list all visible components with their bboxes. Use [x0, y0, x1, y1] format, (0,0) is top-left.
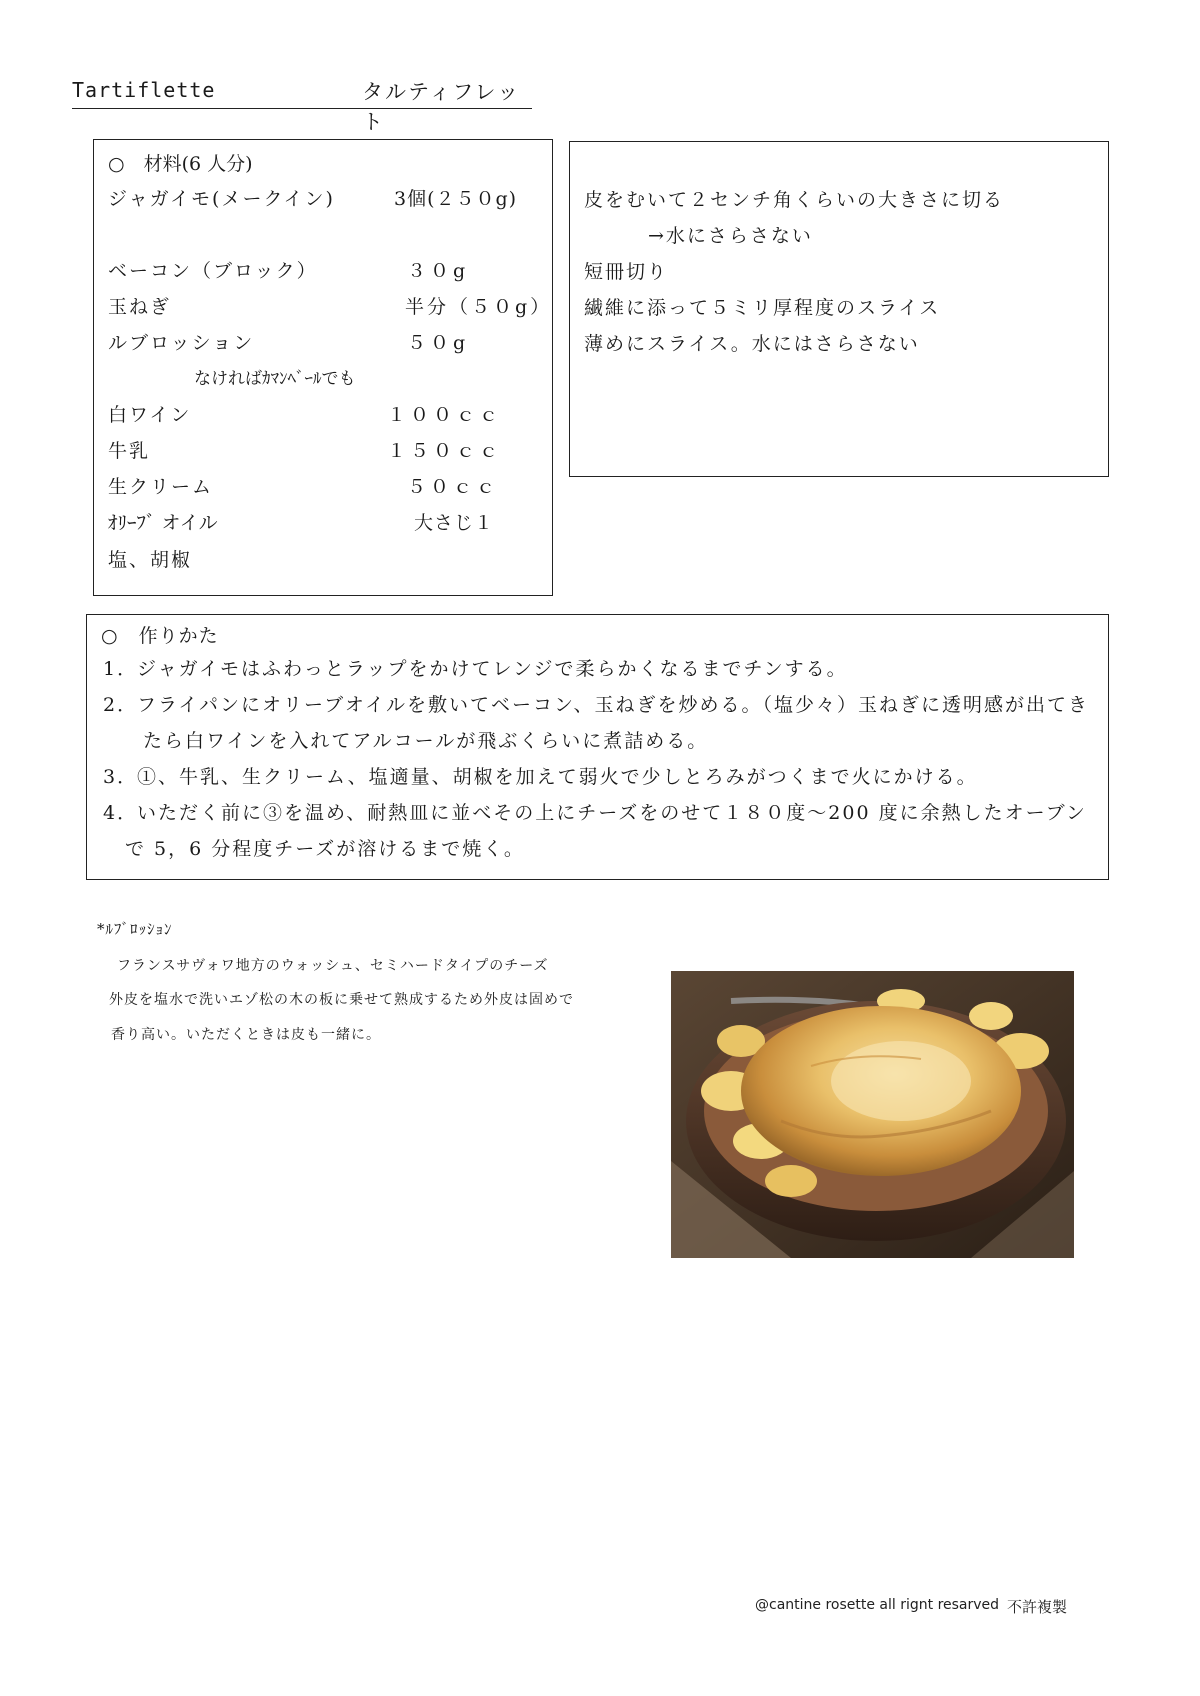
ingredient-name: ｵﾘｰﾌﾞ オイル [108, 512, 218, 534]
method-box [86, 614, 1109, 880]
prep-note: 短冊切り [584, 261, 669, 283]
step-number: 2． [103, 694, 139, 716]
method-step [103, 759, 1093, 795]
step-text-continued: で 5，6 分程度チーズが溶けるまで焼く。 [125, 838, 525, 860]
prep-note: 皮をむいて２センチ角くらいの大きさに切る [584, 189, 1005, 211]
ingredient-name: 生クリーム [108, 476, 214, 498]
prep-note: 繊維に添って５ミリ厚程度のスライス [584, 297, 941, 319]
footer-copyright: @cantine rosette all rignt resarved [755, 1597, 1000, 1613]
prep-note: 薄めにスライス。水にはさらさない [584, 333, 920, 355]
ingredient-name: 塩、胡椒 [108, 549, 193, 571]
step-number: 1． [103, 658, 139, 680]
ingredient-qty: 大さじ１ [414, 512, 495, 534]
step-number: 3． [103, 766, 139, 788]
ingredient-name: 牛乳 [108, 440, 151, 462]
ingredient-name: ルブロッション [108, 332, 255, 354]
cheese-note-line: フランスサヴォワ地方のウォッシュ、セミハードタイプのチーズ [117, 958, 549, 974]
title-japanese: タルティフレット [362, 80, 521, 134]
method-step [103, 651, 1093, 687]
method-heading: ○ 作りかた [101, 625, 219, 647]
cheese-note-title: *ﾙﾌﾞﾛｯｼｮﾝ [97, 920, 173, 938]
tartiflette-photo-illustration [671, 971, 1074, 1258]
step-text-continued: たら白ワインを入れてアルコールが飛ぶくらいに煮詰める。 [143, 730, 709, 752]
ingredient-name: ベーコン（ブロック） [108, 260, 318, 282]
ingredient-qty: 半分（５０g） [405, 296, 553, 318]
ingredient-qty: 3個(２５０g) [394, 188, 518, 210]
step-text: フライパンにオリーブオイルを敷いてベーコン、玉ねぎを炒める。（塩少々）玉ねぎに透明感が出てき [137, 694, 1089, 716]
ingredient-qty: ３０g [407, 260, 470, 282]
footer-rights: 不許複製 [1007, 1598, 1068, 1616]
cheese-note-line: 香り高い。いただくときは皮も一緒に。 [111, 1027, 381, 1043]
method-step [103, 687, 1093, 759]
ingredient-qty: ５０ｃｃ [407, 476, 500, 498]
ingredient-qty: ５０g [407, 332, 470, 354]
ingredient-name: 玉ねぎ [108, 296, 172, 318]
ingredient-name: 白ワイン [108, 404, 192, 426]
step-text: いただく前に③を温め、耐熱皿に並べその上にチーズをのせて１８０度～200 度に余熱したオーブン [137, 802, 1087, 824]
method-step [103, 795, 1093, 867]
cheese-note-line: 外皮を塩水で洗いエゾ松の木の板に乗せて熟成するため外皮は固めで [109, 992, 574, 1008]
ingredient-qty: １５０ｃｃ [387, 440, 503, 462]
prep-notes-box [569, 141, 1109, 477]
prep-note: →水にさらさない [648, 225, 813, 247]
ingredient-qty: １００ｃｃ [387, 404, 503, 426]
step-text: ①、牛乳、生クリーム、塩適量、胡椒を加えて弱火で少しとろみがつくまで火にかける。 [137, 766, 978, 788]
title-row [72, 78, 532, 134]
tartiflette-photo [671, 971, 1074, 1258]
title-english: Tartiflette [72, 78, 216, 102]
step-text: ジャガイモはふわっとラップをかけてレンジで柔らかくなるまでチンする。 [137, 658, 848, 680]
ingredient-note: なければｶﾏﾝﾍﾞｰﾙでも [194, 369, 356, 389]
ingredient-name: ジャガイモ(メークイン) [108, 188, 335, 210]
step-number: 4． [103, 802, 139, 824]
ingredients-box [93, 139, 553, 596]
ingredients-heading: ○ 材料(6 人分) [108, 153, 253, 175]
